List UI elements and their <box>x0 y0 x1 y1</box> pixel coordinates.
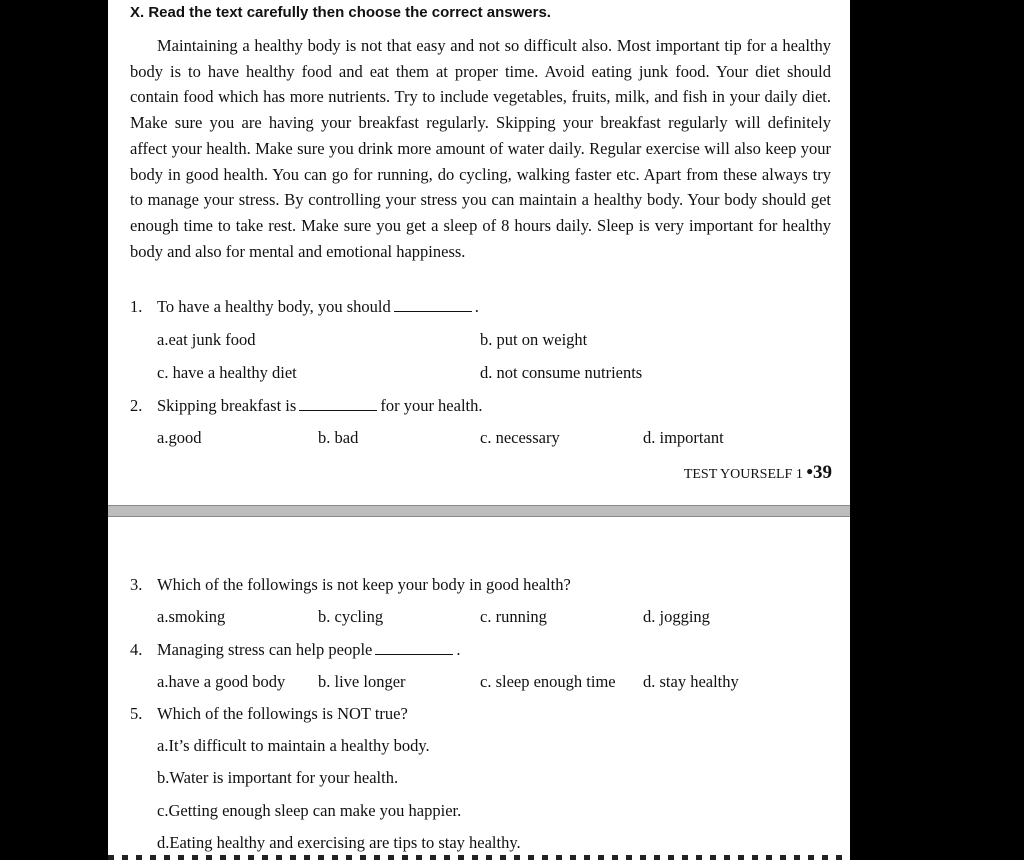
question-3 <box>130 575 571 595</box>
option-d[interactable]: d. important <box>643 428 724 447</box>
option-c[interactable]: c. running <box>480 607 547 626</box>
option-b[interactable]: b.Water is important for your health. <box>157 768 399 787</box>
cutoff-text-edge <box>108 855 850 860</box>
page-divider <box>108 505 850 517</box>
answer-blank <box>299 396 377 411</box>
option-d[interactable]: d.Eating healthy and exercising are tips to stay healthy. <box>157 833 521 852</box>
question-stem: To have a healthy body, you should <box>157 297 391 316</box>
option-b[interactable]: b. bad <box>318 428 359 447</box>
option-a[interactable]: a.smoking <box>157 607 226 626</box>
option-d[interactable]: d. stay healthy <box>643 672 739 691</box>
question-4 <box>130 640 460 660</box>
option-b[interactable]: b. cycling <box>318 607 384 626</box>
option-b[interactable]: b. live longer <box>318 672 406 691</box>
question-stem-end: for your health. <box>380 396 483 415</box>
question-number: 5. <box>130 704 143 723</box>
question-5 <box>130 704 408 724</box>
option-c[interactable]: c. have a healthy diet <box>157 363 297 382</box>
option-a[interactable]: a.have a good body <box>157 672 286 691</box>
question-stem-end: . <box>456 640 461 659</box>
question-number: 4. <box>130 640 143 659</box>
option-c[interactable]: c.Getting enough sleep can make you happier. <box>157 801 462 820</box>
question-stem: Which of the followings is NOT true? <box>157 704 408 723</box>
answer-blank <box>394 297 472 312</box>
option-a[interactable]: a.It’s difficult to maintain a healthy body. <box>157 736 430 755</box>
footer-label: TEST YOURSELF 1 <box>683 467 807 482</box>
option-c[interactable]: c. sleep enough time <box>480 672 616 691</box>
question-stem: Skipping breakfast is <box>157 396 297 415</box>
option-a[interactable]: a.good <box>157 428 202 447</box>
question-number: 1. <box>130 297 143 316</box>
option-d[interactable]: d. jogging <box>643 607 710 626</box>
question-number: 3. <box>130 575 143 594</box>
page-number: •39 <box>806 462 832 483</box>
option-c[interactable]: c. necessary <box>480 428 560 447</box>
document-page <box>108 0 850 860</box>
exercise-heading: X. Read the text carefully then choose the correct answers. <box>130 4 551 21</box>
question-stem-end: . <box>474 297 479 316</box>
question-1 <box>130 297 479 317</box>
question-number: 2. <box>130 396 143 415</box>
question-stem: Which of the followings is not keep your body in good health? <box>157 575 571 594</box>
reading-passage: Maintaining a healthy body is not that easy and not so difficult also. Most important tip for a healthy body is to have healthy food and eat them at proper time. Avoid eating junk food. Your diet should contain food which has more nutrients. Try to include vegetables, fruits, milk, and fish in your daily diet. Make sure you are having your breakfast regularly. Skipping your breakfast regularly will definitely affect your health. Make sure you drink more amount of water daily. Regular exercise will also keep your body in good health. You can go for running, do cycling, walking faster etc. Apart from these always try to manage your stress. By controlling your stress you can maintain a healthy body. Your body should get enough time to take rest. Make sure you get a sleep of 8 hours daily. Sleep is very important for healthy body and also for mental and emotional happiness. <box>130 36 831 261</box>
option-b[interactable]: b. put on weight <box>480 330 588 349</box>
answer-blank <box>375 640 453 655</box>
question-stem: Managing stress can help people <box>157 640 373 659</box>
option-a[interactable]: a.eat junk food <box>157 330 256 349</box>
option-d[interactable]: d. not consume nutrients <box>480 363 643 382</box>
page-footer <box>684 462 832 484</box>
question-2 <box>130 396 483 416</box>
